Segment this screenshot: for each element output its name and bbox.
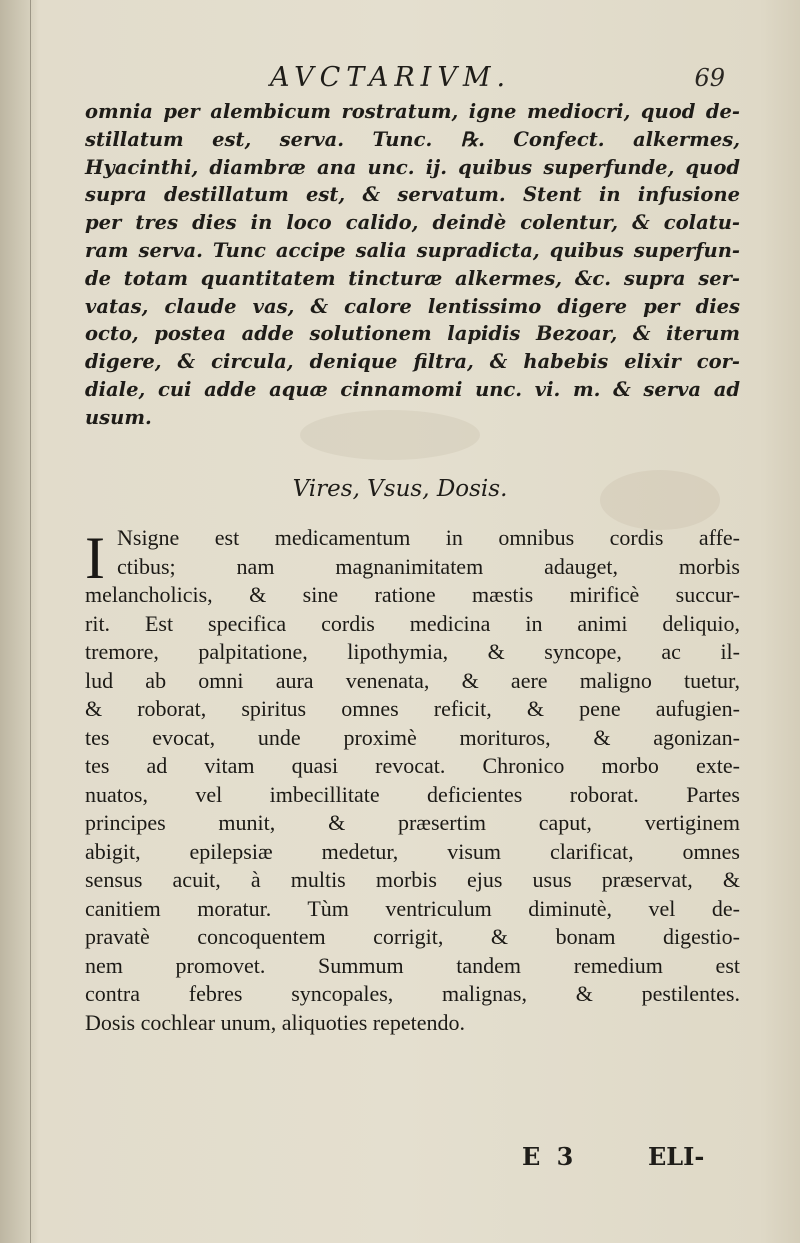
- recipe-line: stillatum est, serva. Tunc. ℞. Confect. alkermes,: [85, 127, 740, 151]
- recipe-paragraph: [85, 98, 740, 432]
- body-line: sensus acuit, à multis morbis ejus usus præservat, &: [85, 867, 740, 892]
- signature-mark: E 3: [522, 1142, 578, 1171]
- body-line: abigit, epilepsiæ medetur, visum clarificat, omnes: [85, 838, 740, 864]
- body-line: Dosis cochlear unum, aliquoties repetendo.: [85, 1009, 466, 1035]
- recipe-line: diale, cui adde aquæ cinnamomi unc. vi. m. & serva ad: [85, 377, 740, 401]
- body-line: tes ad vitam quasi revocat. Chronico morbo exte-: [85, 753, 740, 778]
- recipe-line: de totam quantitatem tincturæ alkermes, &c. supra ser-: [85, 266, 740, 290]
- body-line: canitiem moratur. Tùm ventriculum diminutè, vel de-: [85, 895, 740, 921]
- catchword: ELI-: [648, 1142, 705, 1171]
- recipe-line: omnia per alembicum rostratum, igne mediocri, quod de-: [85, 100, 740, 123]
- body-line: pravatè concoquentem corrigit, & bonam digestio-: [85, 924, 740, 949]
- body-line: tremore, palpitatione, lipothymia, & syncope, ac il-: [85, 639, 740, 664]
- section-title: Vires, Vsus, Dosis.: [292, 476, 508, 502]
- recipe-line: per tres dies in loco calido, deindè colentur, & colatu-: [85, 211, 740, 235]
- body-line: nuatos, vel imbecillitate deficientes roborat. Partes: [85, 781, 740, 807]
- recipe-line: supra destillatum est, & servatum. Stent in infusione: [85, 183, 740, 207]
- body-line: Nsigne est medicamentum in omnibus cordis affe-: [117, 525, 740, 550]
- body-line: nem promovet. Summum tandem remedium est: [85, 952, 740, 978]
- page-header: [85, 62, 725, 98]
- recipe-line: ram serva. Tunc accipe salia supradicta, quibus superfun-: [85, 238, 740, 262]
- body-paragraph: [85, 524, 740, 1037]
- gutter-fold-line: [30, 0, 31, 1243]
- body-line: lud ab omni aura venenata, & aere maligno tuetur,: [85, 667, 740, 693]
- body-line: contra febres syncopales, malignas, & pestilentes.: [85, 981, 740, 1006]
- body-line: principes munit, & præsertim caput, vertiginem: [85, 810, 740, 835]
- body-line: melancholicis, & sine ratione mæstis mirificè succur-: [85, 582, 740, 607]
- recipe-line: octo, postea adde solutionem lapidis Bezoar, & iterum: [85, 322, 740, 346]
- body-line: & roborat, spiritus omnes reficit, & pene aufugien-: [85, 696, 740, 721]
- page-footer: [500, 1142, 720, 1182]
- page-number: 69: [694, 64, 725, 92]
- recipe-line: Hyacinthi, diambræ ana unc. ij. quibus superfunde, quod: [85, 155, 740, 179]
- body-line: rit. Est specifica cordis medicina in animi deliquio,: [85, 610, 740, 636]
- recipe-line: usum.: [85, 405, 152, 429]
- recipe-line: digere, & circula, denique filtra, & habebis elixir cor-: [85, 350, 740, 374]
- drop-cap: I: [85, 525, 105, 591]
- body-line: tes evocat, unde proximè morituros, & agonizan-: [85, 724, 740, 750]
- recipe-line: vatas, claude vas, & calore lentissimo digere per dies: [85, 294, 740, 318]
- running-title: AVCTARIVM.: [270, 62, 512, 93]
- body-line: ctibus; nam magnanimitatem adauget, morbis: [117, 553, 740, 579]
- page-gutter: [0, 0, 38, 1243]
